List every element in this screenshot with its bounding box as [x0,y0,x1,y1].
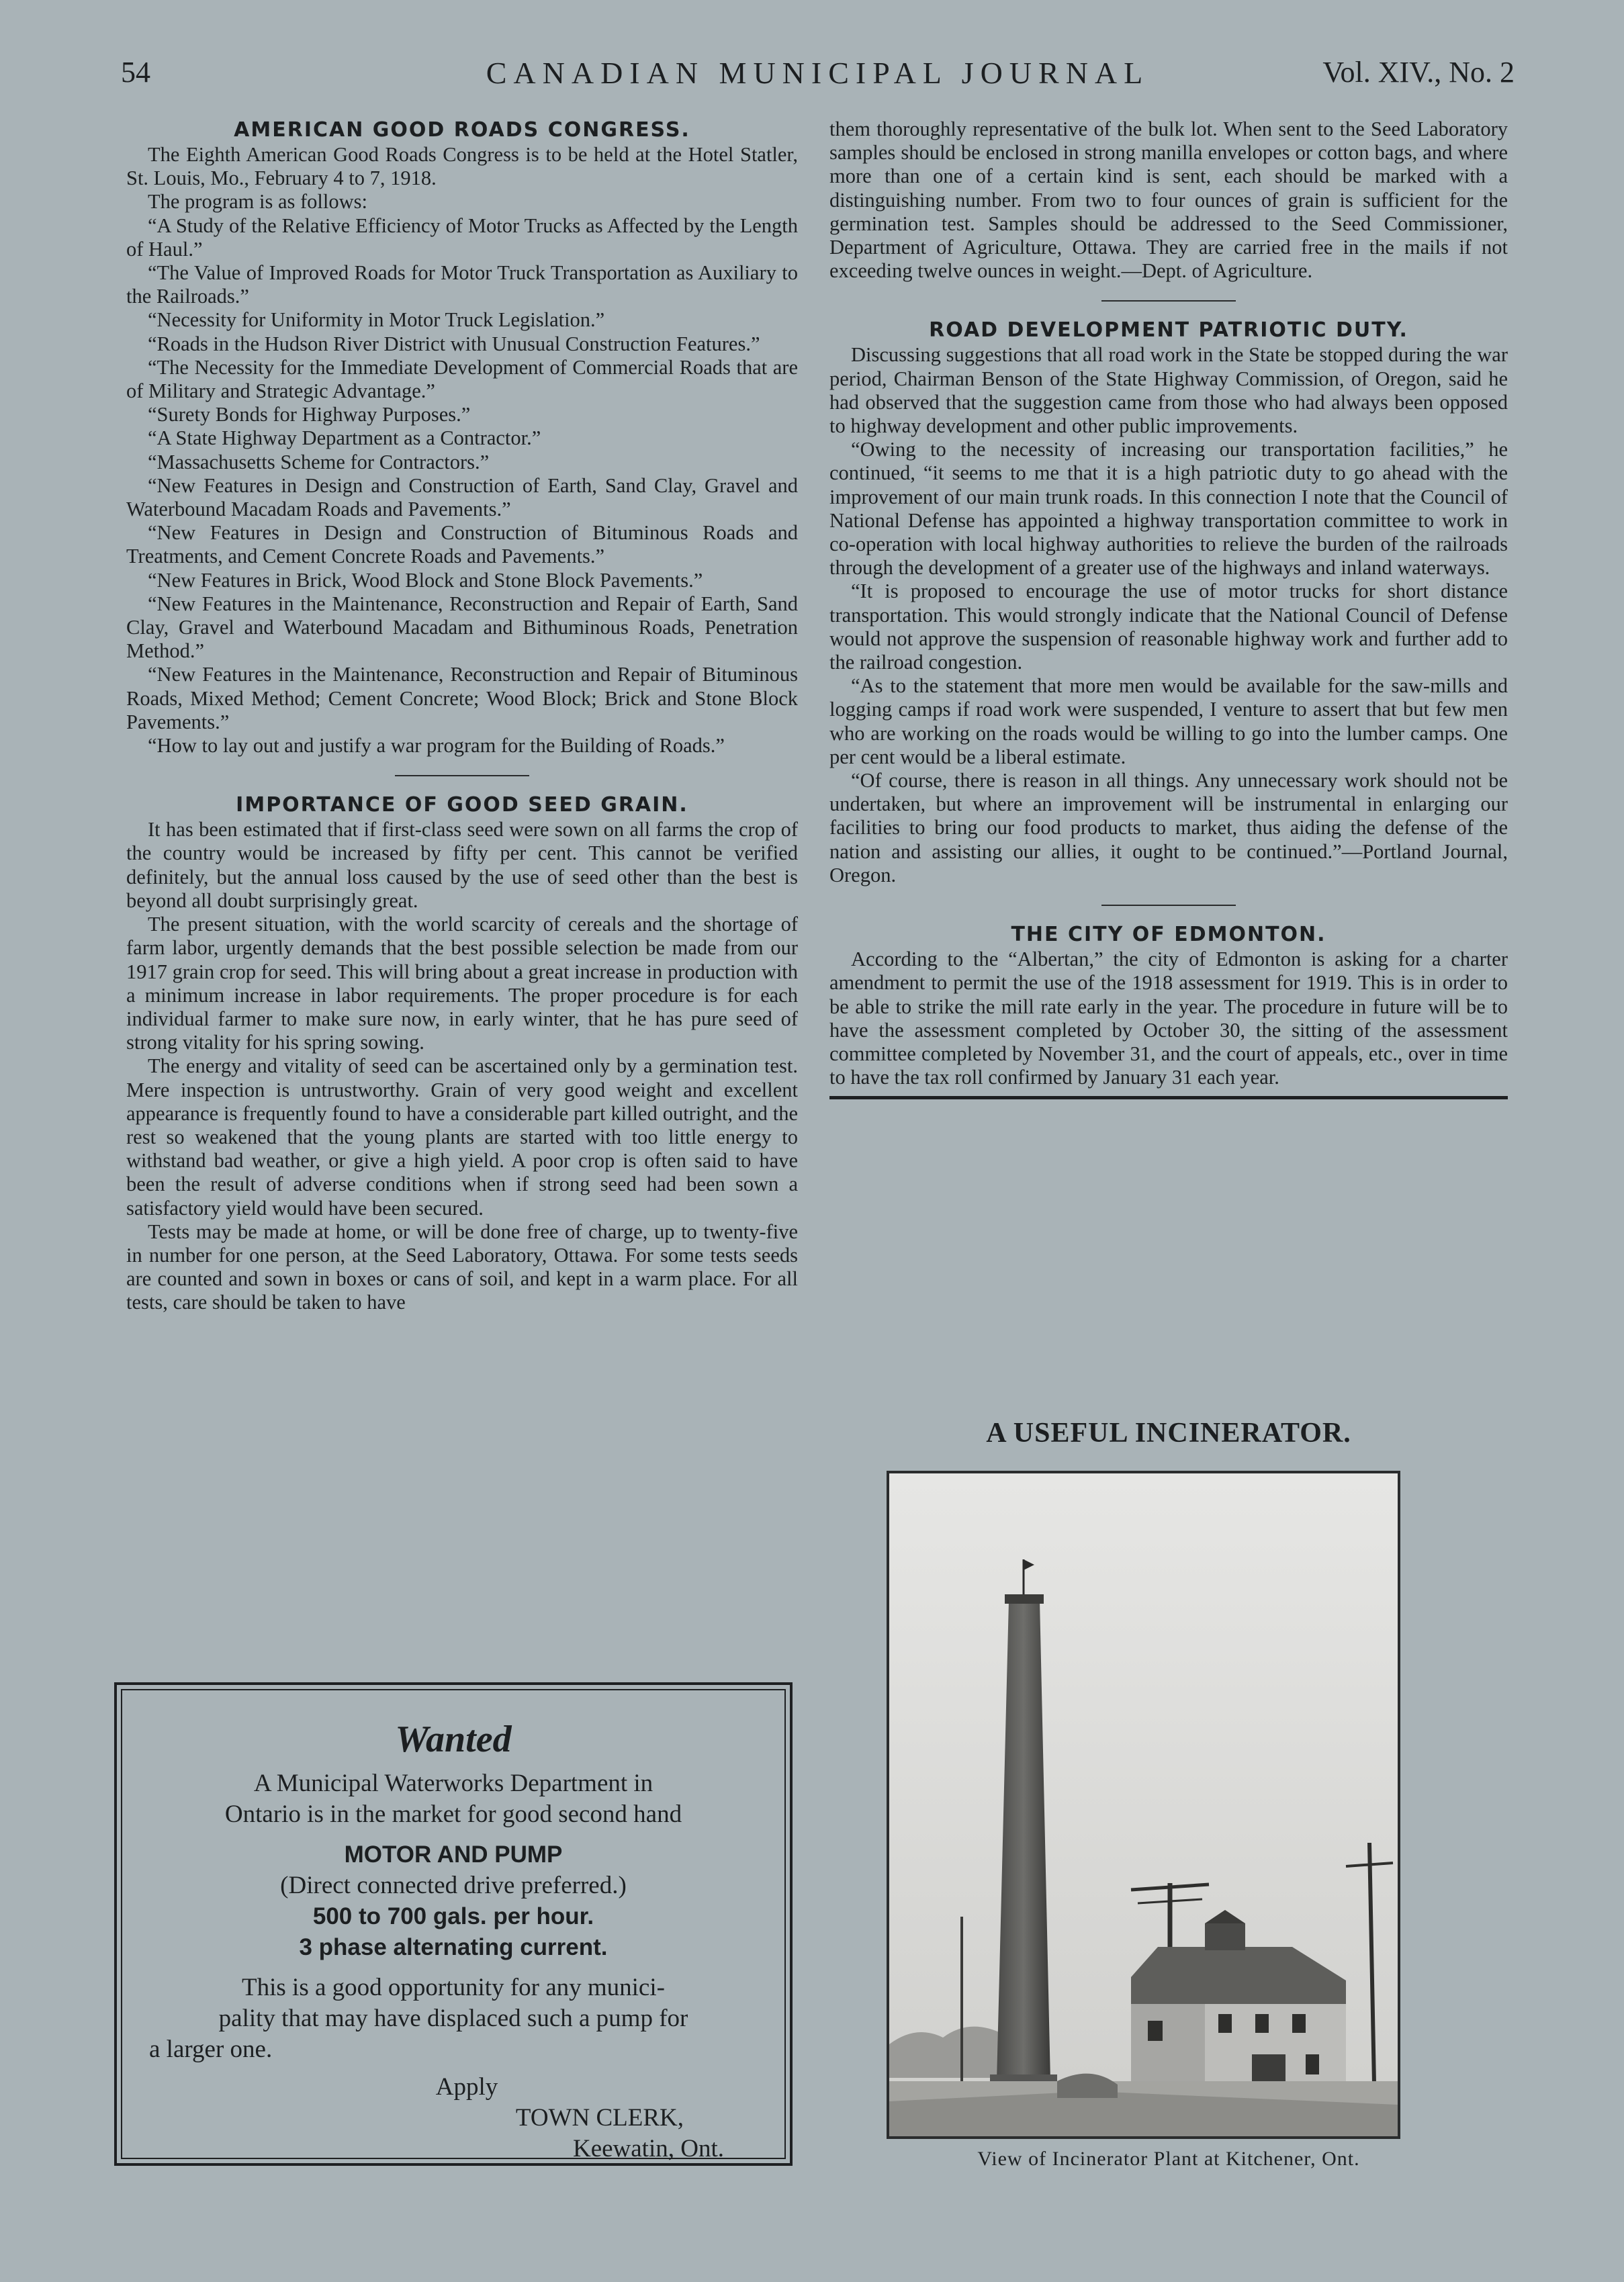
article-title: THE CITY OF EDMONTON. [1011,923,1326,947]
figure-title: A USEFUL INCINERATOR. [986,1418,1351,1449]
column-rule [829,1096,1508,1099]
program-item: “Roads in the Hudson River District with Unusual Construction Features.” [148,332,760,355]
right-column [829,118,1508,1113]
ad-text: This is a good opportunity for any munici- [242,1974,665,2001]
article-title: ROAD DEVELOPMENT PATRIOTIC DUTY. [929,318,1408,343]
article-title: AMERICAN GOOD ROADS CONGRESS. [234,118,690,142]
program-item: “New Features in Brick, Wood Block and Stone Block Pavements.” [148,568,703,592]
wanted-advertisement [114,1682,793,2166]
ad-text: a larger one. [149,2036,273,2063]
program-item: “A Study of the Relative Efficiency of Motor Trucks as Affected by the Length of Haul.” [126,214,798,261]
article-good-seed-grain [126,792,798,1314]
ad-place: Keewatin, Ont. [572,2135,724,2162]
program-item: “New Features in the Maintenance, Reconstruction and Repair of Bituminous Roads, Mixed Method; Cement Concrete; Wood Block; Brick and Stone Block Pavements.” [126,663,798,733]
paragraph: “It is proposed to encourage the use of motor trucks for short distance transportation. This would strongly indicate that the National Council of Defense would not approve the suspension of reasonable highway work and further add to the railroad congestion. [829,580,1508,674]
paragraph: The energy and vitality of seed can be ascertained only by a germination test. Mere inspection is untrustworthy. Grain of very good weight and excellent appearance is frequently found to have a considerable part killed outright, and the rest so weakened that the young plants are started with too little energy to withstand bad weather, or give a high yield. A poor crop is often said to have been the result of adverse conditions when if strong seed had been sown a satisfactory yield would have been secured. [126,1054,798,1220]
article-seed-continued [829,118,1508,283]
paragraph: The program is as follows: [148,190,367,214]
running-header [121,55,1515,95]
program-item: “Necessity for Uniformity in Motor Truck Legislation.” [148,308,605,332]
volume-issue: Vol. XIV., No. 2 [1322,56,1515,89]
ad-text: Ontario is in the market for good second hand [224,1800,682,1828]
paragraph: them thoroughly representative of the bulk lot. When sent to the Seed Laboratory samples should be enclosed in strong manilla envelopes or cotton bags, and where more than one of a certain kind is sent, each should be marked with a distinguishing number. From two to four ounces of grain is sufficient for the germination test. Samples should be addressed to the Seed Commissioner, Department of Agriculture, Ottawa. They are carried free in the mails if not exceeding twelve ounces in weight.—Dept. of Agriculture. [829,118,1508,283]
program-item: “Surety Bonds for Highway Purposes.” [148,403,471,426]
program-item: “Massachusetts Scheme for Contractors.” [148,450,490,473]
paragraph: The Eighth American Good Roads Congress is to be held at the Hotel Statler, St. Louis, Mo., February 4 to 7, 1918. [126,143,798,190]
ad-spec: 3 phase alternating current. [299,1934,608,1960]
paragraph: It has been estimated that if first-class seed were sown on all farms the crop of the country would be increased by fifty per cent. This cannot be verified definitely, but the annual loss caused by the use of seed other than the best is beyond all doubt surprisingly great. [126,818,798,912]
program-item: “A State Highway Department as a Contractor.” [148,426,541,450]
section-divider [1101,905,1236,906]
paragraph: Tests may be made at home, or will be done free of charge, up to twenty-five in number for one person, at the Seed Laboratory, Ottawa. For some tests seeds are counted and sown in boxes or cans of soil, and kept in a warm place. For all tests, care should be taken to have [126,1220,798,1314]
ad-note: (Direct connected drive preferred.) [280,1872,627,1899]
article-city-edmonton [829,922,1508,1089]
section-divider [395,775,529,776]
paragraph: “Of course, there is reason in all things. Any unnecessary work should not be undertaken, but where an improvement will be instrumental in enlarging our facilities to bring our food products to market, thus aiding the defense of the nation and assisting our allies, it ought to be continued.”—Portland Journal, Oregon. [829,769,1508,886]
figure-caption: View of Incinerator Plant at Kitchener, Ont. [977,2148,1360,2170]
paragraph: The present situation, with the world scarcity of cereals and the shortage of farm labor, urgently demands that the best possible selection be made from our 1917 grain crop for seed. This will bring about a great increase in production with a minimum increase in labor requirements. The proper procedure is for each individual farmer to make sure now, in early winter, that he has pure seed of strong vitality for his spring sowing. [126,913,798,1054]
incinerator-photo [887,1471,1400,2139]
page-number: 54 [121,56,150,89]
program-item: “How to lay out and justify a war program for the Building of Roads.” [148,734,725,758]
program-item: “New Features in Design and Construction of Earth, Sand Clay, Gravel and Waterbound Macadam Roads and Pavements.” [126,473,798,521]
program-item: “The Value of Improved Roads for Motor Truck Transportation as Auxiliary to the Railroads.” [126,261,798,308]
program-item: “The Necessity for the Immediate Development of Commercial Roads that are of Military and Strategic Advantage.” [126,355,798,403]
program-item: “New Features in Design and Construction of Bituminous Roads and Treatments, and Cement Concrete Roads and Pavements.” [126,521,798,568]
program-item: “New Features in the Maintenance, Reconstruction and Repair of Earth, Sand Clay, Gravel and Waterbound Macadam and Bithuminous Roads, Penetration Method.” [126,592,798,663]
ad-text: pality that may have displaced such a pump for [218,2005,688,2032]
masthead: CANADIAN MUNICIPAL JOURNAL [486,56,1150,90]
article-road-development [829,318,1508,887]
section-divider [1101,300,1236,302]
ad-spec: 500 to 700 gals. per hour. [312,1903,594,1929]
incinerator-plant-image [889,1473,1398,2136]
article-body [126,818,798,1314]
paragraph: Discussing suggestions that all road work in the State be stopped during the war period, Chairman Benson of the State Highway Commission, of Oregon, said he had observed that the suggestion came from those who had always been opposed to highway development and other public improvements. [829,343,1508,438]
paragraph: According to the “Albertan,” the city of Edmonton is asking for a charter amendment to permit the use of the 1918 assessment for 1919. This is in order to be able to strike the mill rate early in the year. The procedure in future will be to have the assessment completed by October 30, the sitting of the assessment committee completed by November 31, and the court of appeals, etc., over in time to have the tax roll confirmed by January 31 each year. [829,948,1508,1089]
article-title: IMPORTANCE OF GOOD SEED GRAIN. [236,793,688,817]
ad-text: A Municipal Waterworks Department in [253,1770,653,1797]
ad-apply: Apply [435,2073,498,2101]
ad-title: Wanted [395,1719,512,1760]
article-body [126,143,798,758]
paragraph: “Owing to the necessity of increasing our transportation facilities,” he continued, “it seems to me that it is a high patriotic duty to go ahead with the improvement of our main trunk roads. In this connection I note that the Council of National Defense has appointed a highway transportation committee to work in co-operation with local highway authorities to relieve the burden of the railroads through the development of a greater use of the highways and inland waterways. [829,438,1508,580]
ad-inner-frame [121,1689,786,2162]
article-good-roads-congress [126,118,798,758]
ad-product: MOTOR AND PUMP [344,1841,563,1868]
left-column [126,118,798,1315]
paragraph: “As to the statement that more men would be available for the saw-mills and logging camps if road work were suspended, I venture to assert that but few men who are working on the roads would be willing to go into the lumber camps. One per cent would be a liberal estimate. [829,674,1508,768]
ad-contact: TOWN CLERK, [515,2104,684,2132]
